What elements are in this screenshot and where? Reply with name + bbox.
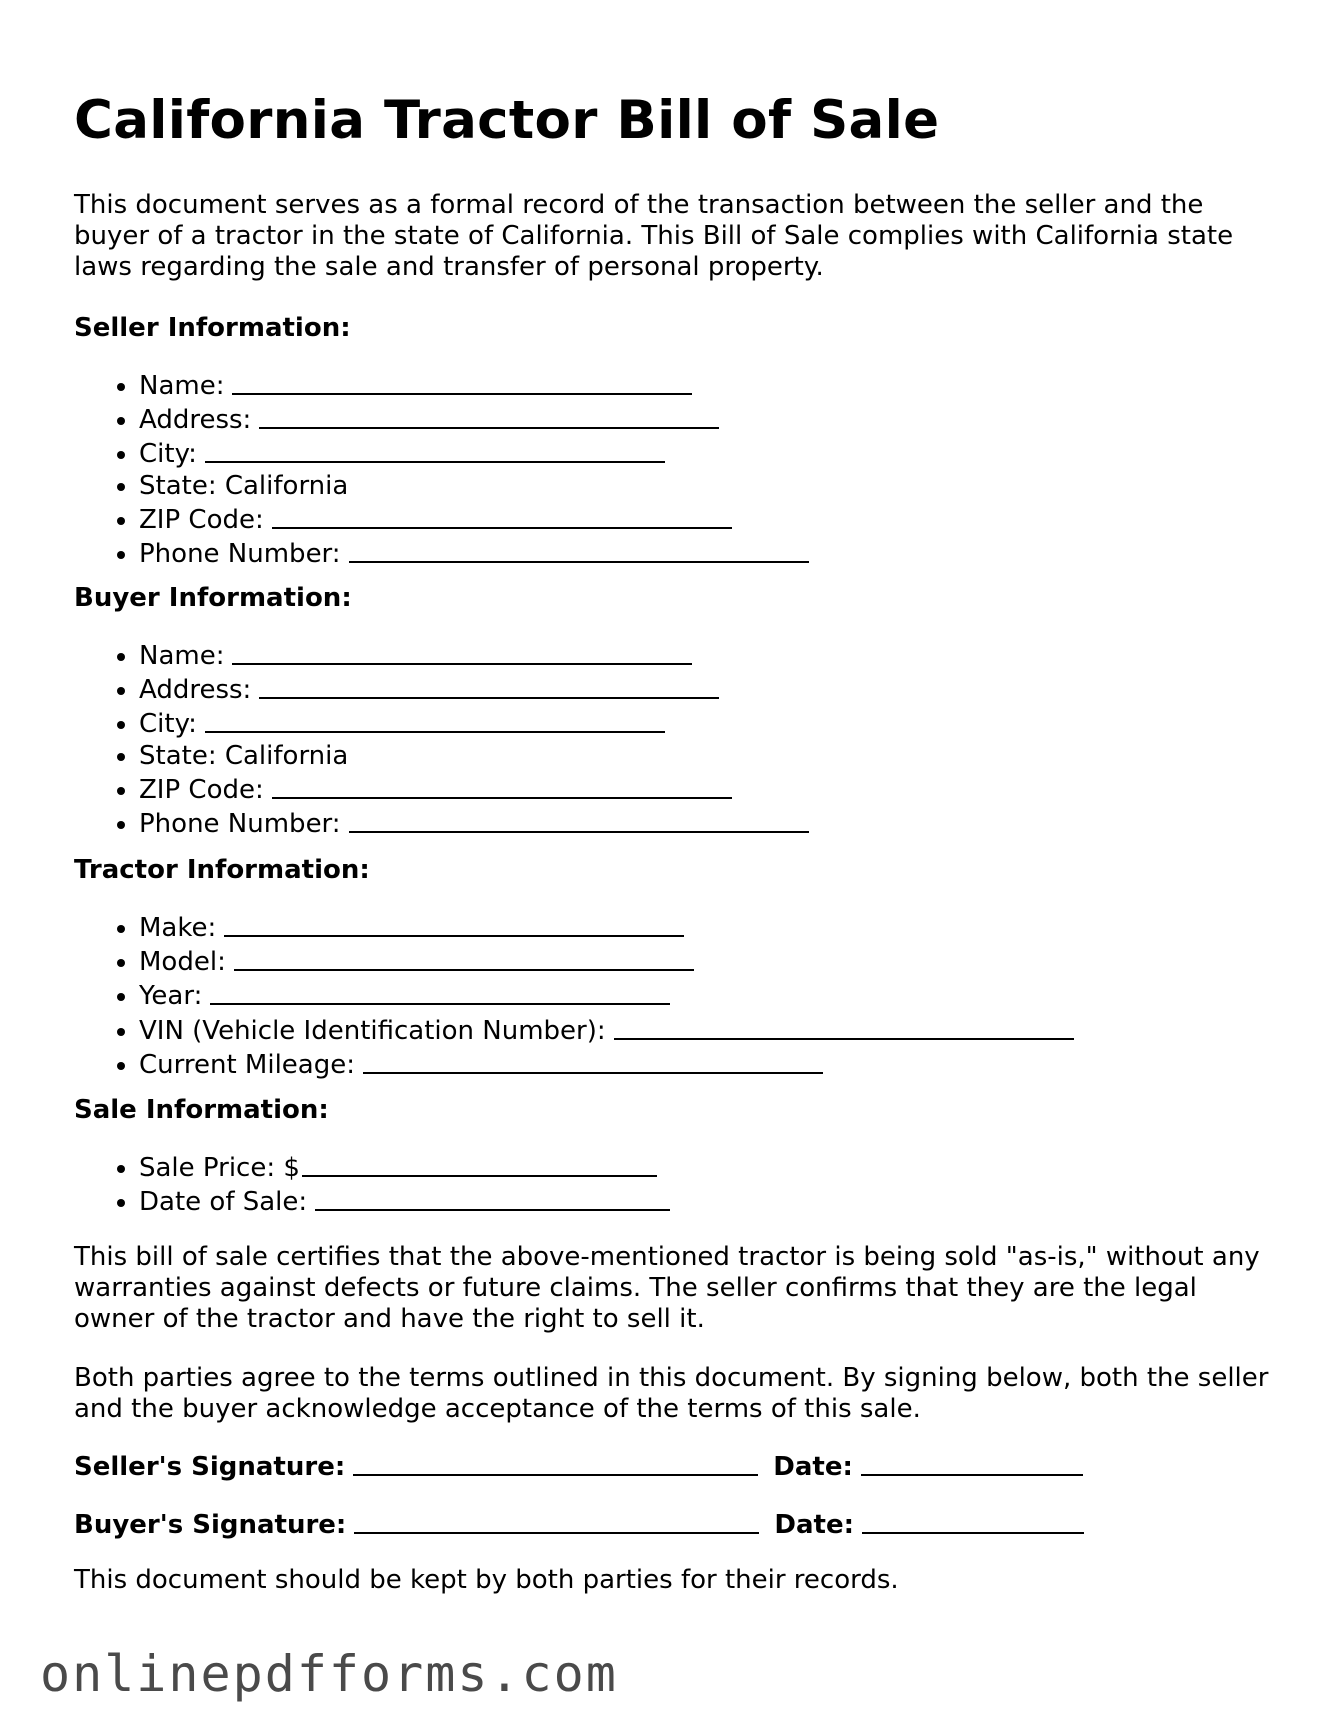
- buyer-date-label: Date:: [774, 1510, 854, 1540]
- tractor-year-label: Year:: [139, 981, 203, 1012]
- buyer-fields: [74, 638, 809, 840]
- buyer-city-field[interactable]: [205, 707, 665, 733]
- buyer-state-label: State: California: [139, 740, 349, 771]
- buyer-phone-field[interactable]: [349, 807, 809, 833]
- buyer-address-field[interactable]: [259, 673, 719, 699]
- tractor-make-item: [139, 910, 1074, 944]
- sale-price-label: Sale Price: $: [139, 1153, 300, 1183]
- seller-phone-field[interactable]: [349, 537, 809, 563]
- buyer-city-item: [139, 706, 809, 740]
- seller-phone-item: [139, 536, 809, 570]
- sale-date-field[interactable]: [315, 1185, 670, 1211]
- seller-address-item: [139, 402, 809, 436]
- intro-paragraph: This document serves as a formal record of the transaction between the seller and the buyer of a tractor in the state of California. This Bill of Sale complies with California state laws regarding the sale and transfer of personal property.: [74, 190, 1234, 282]
- seller-city-item: [139, 436, 809, 470]
- sale-fields: [74, 1150, 670, 1218]
- seller-fields: [74, 368, 809, 570]
- sale-heading: Sale Information:: [74, 1095, 329, 1125]
- page-title: California Tractor Bill of Sale: [74, 90, 940, 151]
- seller-city-label: City:: [139, 439, 197, 470]
- buyer-date-field[interactable]: [862, 1508, 1084, 1534]
- tractor-heading: Tractor Information:: [74, 855, 370, 885]
- seller-phone-label: Phone Number:: [139, 539, 341, 570]
- buyer-zip-field[interactable]: [272, 773, 732, 799]
- buyer-heading: Buyer Information:: [74, 583, 352, 613]
- as-is-paragraph: This bill of sale certifies that the above-mentioned tractor is being sold "as-is," without any warranties against defects or future claims. The seller confirms that they are the legal owner of the tractor and have the right to sell it.: [74, 1242, 1260, 1334]
- buyer-signature-field[interactable]: [354, 1508, 759, 1534]
- buyer-address-item: [139, 672, 809, 706]
- buyer-phone-item: [139, 806, 809, 840]
- buyer-address-label: Address:: [139, 675, 252, 706]
- tractor-fields: [74, 910, 1074, 1081]
- buyer-name-label: Name:: [139, 641, 225, 671]
- buyer-city-label: City:: [139, 709, 197, 740]
- buyer-zip-label: ZIP Code:: [139, 774, 264, 805]
- buyer-name-field[interactable]: [232, 639, 692, 665]
- tractor-vin-label: VIN (Vehicle Identification Number):: [139, 1015, 606, 1046]
- seller-address-label: Address:: [139, 405, 252, 436]
- sale-date-label: Date of Sale:: [139, 1187, 308, 1218]
- tractor-mileage-label: Current Mileage:: [139, 1049, 355, 1080]
- tractor-year-field[interactable]: [210, 979, 670, 1005]
- agreement-paragraph: Both parties agree to the terms outlined in this document. By signing below, both the seller and the buyer acknowledge acceptance of the terms of this sale.: [74, 1363, 1269, 1424]
- seller-name-label: Name:: [139, 371, 225, 401]
- seller-signature-label: Seller's Signature:: [74, 1452, 346, 1482]
- buyer-state-item: [139, 741, 809, 772]
- buyer-phone-label: Phone Number:: [139, 809, 341, 840]
- tractor-make-field[interactable]: [224, 911, 684, 937]
- seller-state-label: State: California: [139, 470, 349, 501]
- seller-zip-label: ZIP Code:: [139, 504, 264, 535]
- seller-state-item: [139, 471, 809, 502]
- seller-signature-field[interactable]: [353, 1450, 758, 1476]
- tractor-vin-item: [139, 1013, 1074, 1047]
- seller-date-label: Date:: [773, 1452, 853, 1482]
- tractor-model-field[interactable]: [234, 945, 694, 971]
- seller-heading: Seller Information:: [74, 313, 351, 343]
- tractor-make-label: Make:: [139, 913, 217, 943]
- buyer-zip-item: [139, 772, 809, 806]
- seller-name-item: [139, 368, 809, 402]
- buyer-name-item: [139, 638, 809, 672]
- seller-name-field[interactable]: [232, 369, 692, 395]
- seller-city-field[interactable]: [205, 437, 665, 463]
- buyer-signature-label: Buyer's Signature:: [74, 1510, 347, 1540]
- seller-zip-field[interactable]: [272, 503, 732, 529]
- sale-price-item: [139, 1150, 670, 1184]
- sale-date-item: [139, 1184, 670, 1218]
- tractor-mileage-item: [139, 1047, 1074, 1081]
- tractor-model-item: [139, 944, 1074, 978]
- tractor-model-label: Model:: [139, 947, 226, 978]
- watermark-text: onlinepdfforms.com: [40, 1645, 618, 1703]
- seller-signature-row: [74, 1449, 1083, 1482]
- tractor-year-item: [139, 978, 1074, 1012]
- seller-date-field[interactable]: [861, 1450, 1083, 1476]
- footer-note: This document should be kept by both parties for their records.: [74, 1565, 899, 1595]
- seller-zip-item: [139, 502, 809, 536]
- tractor-vin-field[interactable]: [614, 1014, 1074, 1040]
- sale-price-field[interactable]: [302, 1151, 657, 1177]
- buyer-signature-row: [74, 1507, 1084, 1540]
- seller-address-field[interactable]: [259, 403, 719, 429]
- tractor-mileage-field[interactable]: [363, 1048, 823, 1074]
